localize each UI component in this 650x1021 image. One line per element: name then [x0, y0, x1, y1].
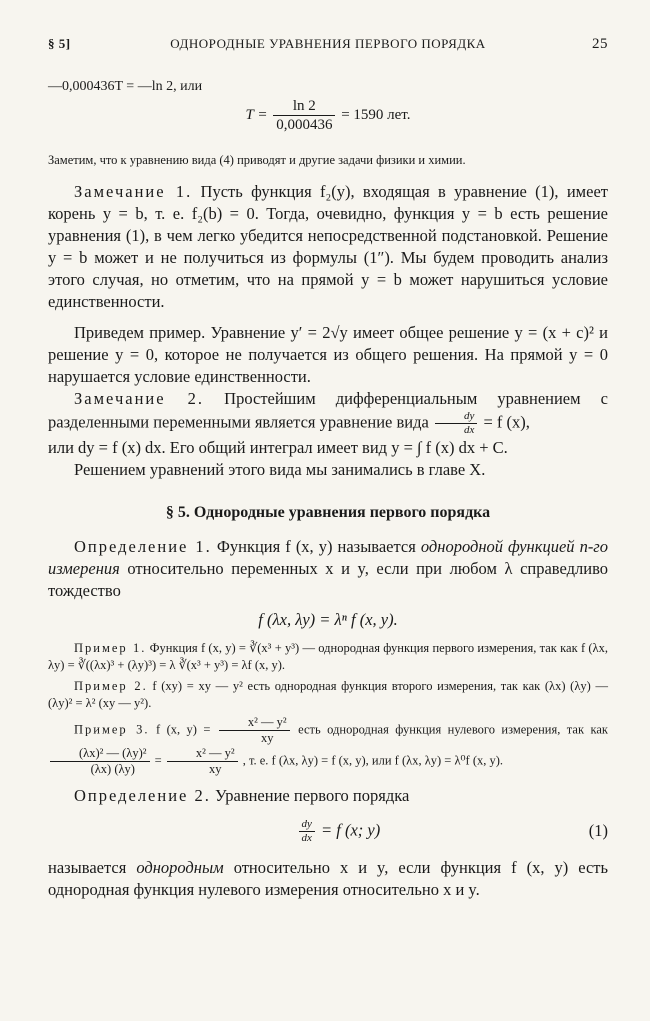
running-header — [48, 36, 608, 53]
definition-1-text-a: Функция f (x, y) называется — [216, 536, 416, 556]
remark-2-text-a: Простейшим дифференциальным уравнением с разделенными переменными является уравнение вида — [48, 388, 608, 432]
equation-1-fraction — [299, 818, 315, 845]
formula-denominator: 0,000436 — [276, 117, 333, 133]
remark-1 — [48, 181, 608, 314]
equation-1-frac-den: dx — [301, 831, 312, 844]
equation-1-body — [48, 818, 589, 845]
header-title: ОДНОРОДНЫЕ УРАВНЕНИЯ ПЕРВОГО ПОРЯДКА — [170, 36, 486, 51]
remark-2 — [48, 388, 608, 437]
definition-1 — [48, 536, 608, 602]
example-3-frac1-den: xy — [261, 731, 274, 746]
example-3-frac2-den: (λx) (λy) — [90, 762, 135, 777]
example-3-frac1-num: x² — y² — [219, 715, 290, 731]
small-note: Заметим, что к уравнению вида (4) приводят и другие задачи физики и химии. — [48, 153, 466, 167]
example-1-label: Пример 1. — [74, 640, 147, 655]
remark-2-label: Замечание 2. — [74, 388, 205, 408]
remark-2-frac-den: dx — [463, 424, 475, 437]
example-paragraph: Приведем пример. Уравнение y′ = 2√y имеет общее решение y = (x + c)² и решение y = 0, которое не получается из общего решения. На прямой y = 0 нарушается условие единственности. — [48, 322, 608, 386]
definition-2-continuation — [48, 857, 608, 901]
formula-numerator: ln 2 — [273, 97, 335, 116]
example-3-fraction-2 — [50, 746, 150, 777]
example-2-label: Пример 2. — [74, 678, 148, 693]
definition-1-label: Определение 1. — [74, 536, 212, 556]
equation-1-number: (1) — [588, 821, 608, 841]
example-3-eq: = — [154, 753, 162, 768]
example-2-text: f (xy) = xy — y² есть однородная функция второго измерения, так как (λx) (λy) — (λy)² = λ² (xy — y²). — [48, 678, 608, 710]
remark-1-label: Замечание 1. — [74, 181, 193, 201]
formula-T — [48, 97, 608, 134]
example-3-frac2-num: (λx)² — (λy)² — [50, 746, 150, 762]
remark-2-text-b: = f (x), — [483, 412, 530, 432]
definition-2-italic: однородным — [136, 857, 224, 877]
equation-1 — [48, 818, 608, 845]
definition-2-after-a: называется — [48, 857, 127, 877]
example-3-text-c: , т. е. f (λx, λy) = f (x, y), или f (λx, λy) = λ⁰f (x, y). — [242, 753, 504, 768]
example-3-frac3-num: x² — y² — [167, 746, 238, 762]
definition-1-text-b: относительно переменных x и y, если при любом λ справедливо тождество — [48, 558, 608, 600]
remark-2-fraction — [435, 410, 477, 437]
remark-2-line-c: или dy = f (x) dx. Его общий интеграл имеет вид y = ∫ f (x) dx + C. — [48, 438, 508, 458]
example-1-text: Функция f (x, y) = ∛(x³ + y³) — однородная функция первого измерения, так как f (λx, λy) = ∛((λx)³ + (λy)³) = λ ∛(x³ + y³) = λf (x, y). — [48, 640, 608, 672]
header-section: § 5] — [48, 36, 71, 51]
definition-1-italic: однородной функцией n-го измерения — [48, 536, 608, 578]
page-number: 25 — [592, 36, 608, 52]
section-heading: § 5. Однородные уравнения первого порядка — [165, 503, 491, 521]
example-3-fraction-1 — [219, 715, 290, 746]
equation-1-rhs: = f (x; y) — [321, 819, 381, 839]
definition-2 — [48, 785, 608, 807]
equation-line: —0,000436T = —ln 2, или — [48, 79, 203, 94]
definition-2-label: Определение 2. — [74, 786, 211, 806]
remark-1-text: Пусть функция f₂(y), входящая в уравнение (1), имеет корень y = b, т. е. f₂(b) = 0. Тогда, очевидно, функция y = b есть решение уравнения (1), в чем легко убедится непосредственной подстановкой. Решение y = b может и не получиться из формулы (1″). Мы будем проводить анализ этого случая, но отметим, что на прямой y = b может нарушиться условие единственности. — [48, 181, 608, 312]
example-3-fraction-3 — [167, 746, 238, 777]
definition-2-text: Уравнение первого порядка — [215, 786, 410, 806]
example-3 — [48, 715, 608, 777]
definition-1-formula: f (λx, λy) = λⁿ f (x, y). — [258, 609, 398, 629]
example-3-text-a: f (x, y) = — [155, 722, 211, 737]
definition-2-after-b: относительно x и y, если функция f (x, y) есть однородная функция нулевого измерения относительно x и y. — [48, 857, 609, 899]
example-3-label: Пример 3. — [74, 722, 150, 737]
example-3-text-b: есть однородная функция нулевого измерения, так как — [298, 722, 609, 737]
remark-2-line-d: Решением уравнений этого вида мы занимались в главе X. — [74, 460, 486, 480]
equation-1-frac-num: dy — [299, 818, 315, 832]
page — [48, 36, 608, 901]
example-1 — [48, 640, 608, 674]
example-2 — [48, 678, 608, 712]
formula-fraction — [273, 97, 335, 134]
formula-lhs: T = — [245, 106, 268, 123]
example-3-frac3-den: xy — [208, 762, 222, 777]
remark-2-frac-num: dy — [435, 410, 477, 424]
formula-rhs: = 1590 лет. — [341, 106, 411, 123]
